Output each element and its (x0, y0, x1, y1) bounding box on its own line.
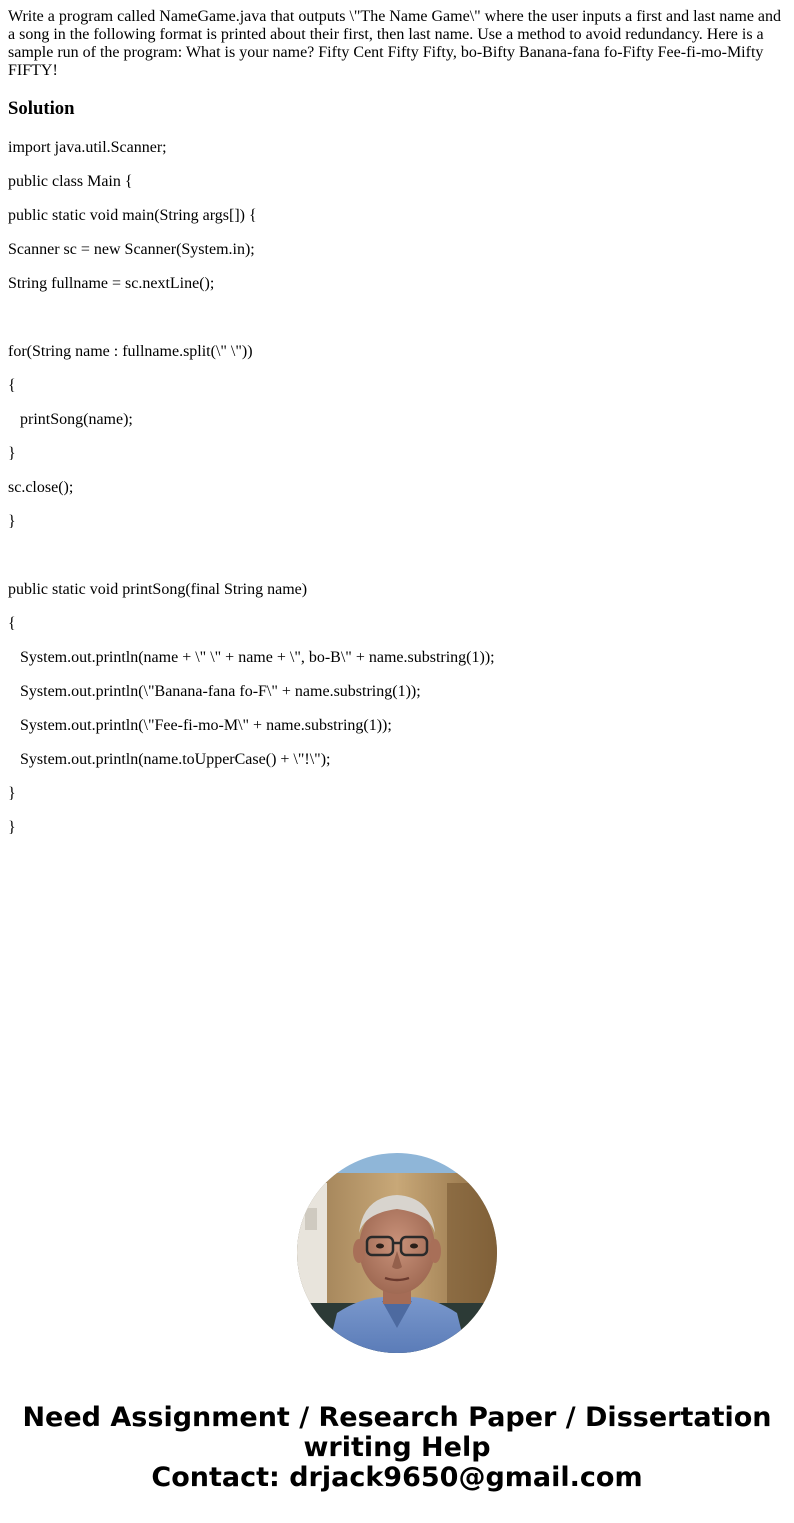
contact-banner (0, 1403, 794, 1493)
code-line: System.out.println(name.toUpperCase() + \"!\"); (8, 751, 331, 768)
code-line: sc.close(); (8, 479, 74, 496)
code-line: import java.util.Scanner; (8, 139, 167, 156)
code-line: { (8, 615, 16, 632)
solution-heading: Solution (8, 98, 75, 119)
code-line: public static void main(String args[]) { (8, 207, 257, 224)
code-line: } (8, 513, 16, 530)
code-line: } (8, 445, 16, 462)
question-text: Write a program called NameGame.java that outputs \"The Name Game\" where the user inputs a first and last name and a song in the following format is printed about their first, then last name. Use a method to avoid redundancy. Here is a sample run of the program: What is your name? Fifty Cent Fifty Fifty, bo-Bifty Banana-fana fo-Fifty Fee-fi-mo-Mifty FIFTY! (8, 8, 782, 79)
code-line: Scanner sc = new Scanner(System.in); (8, 241, 255, 258)
code-line: } (8, 819, 16, 836)
code-line: String fullname = sc.nextLine(); (8, 275, 215, 292)
code-line: System.out.println(name + \" \" + name + \", bo-B\" + name.substring(1)); (8, 649, 495, 666)
code-line: System.out.println(\"Banana-fana fo-F\" + name.substring(1)); (8, 683, 421, 700)
footer-line-1: Need Assignment / Research Paper / Dissertation (22, 1402, 772, 1433)
code-line: for(String name : fullname.split(\" \")) (8, 343, 253, 360)
code-line: } (8, 785, 16, 802)
code-line: printSong(name); (8, 411, 133, 428)
code-line: public static void printSong(final String name) (8, 581, 308, 598)
code-line: { (8, 377, 16, 394)
code-line: System.out.println(\"Fee-fi-mo-M\" + name.substring(1)); (8, 717, 392, 734)
author-photo (297, 1153, 497, 1353)
code-line: public class Main { (8, 173, 133, 190)
footer-contact-email: Contact: drjack9650@gmail.com (151, 1462, 643, 1493)
footer-line-2: writing Help (303, 1432, 491, 1463)
